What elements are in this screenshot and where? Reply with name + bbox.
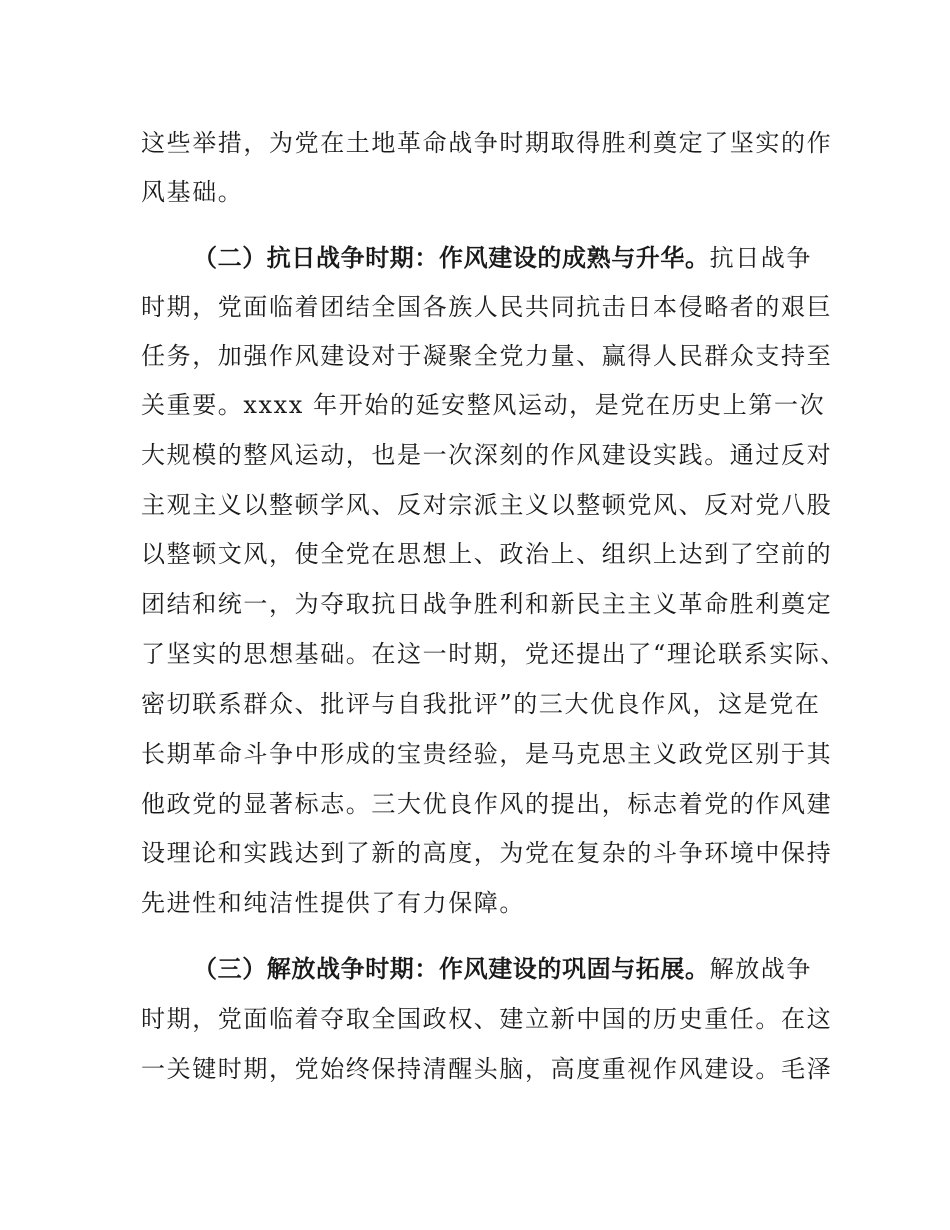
paragraph-2-line — [141, 534, 832, 574]
paragraph-2-line — [141, 634, 846, 674]
section-3-heading: （三）解放战争时期：作风建设的巩固与拓展。 — [193, 955, 710, 983]
section-2-heading: （二）抗日战争时期：作风建设的成熟与升华。 — [193, 244, 710, 272]
line-text: 解放战争 — [709, 955, 813, 983]
line-text: 关重要。xxxx 年开始的延安整风运动，是党在历史上第一次 — [141, 391, 826, 419]
line-text: 风基础。 — [141, 178, 244, 206]
paragraph-2-line — [141, 584, 832, 624]
paragraph-2-line — [141, 883, 525, 923]
line-text: 任务，加强作风建设对于凝聚全党力量、赢得人民群众支持至 — [141, 342, 833, 370]
line-text: 时期，党面临着夺取全国政权、建立新中国的历史重任。在这 — [141, 1005, 833, 1033]
paragraph-1-line-1 — [141, 123, 832, 163]
paragraph-2-line — [141, 287, 832, 327]
line-text: 先进性和纯洁性提供了有力保障。 — [141, 889, 525, 917]
line-text: 了坚实的思想基础。在这一时期，党还提出了“理论联系实际、 — [141, 640, 847, 668]
line-text: 团结和统一，为夺取抗日战争胜利和新民主主义革命胜利奠定 — [141, 590, 833, 618]
paragraph-3-line — [141, 1049, 832, 1089]
paragraph-2-line — [141, 734, 832, 774]
paragraph-2-line — [141, 336, 832, 376]
paragraph-2-line — [141, 385, 825, 425]
line-text: 密切联系群众、批评与自我批评”的三大优良作风，这是党在 — [141, 690, 821, 718]
line-text: 抗日战争 — [709, 244, 813, 272]
paragraph-2-line — [141, 833, 832, 873]
line-text: 时期，党面临着团结全国各族人民共同抗击日本侵略者的艰巨 — [141, 293, 833, 321]
line-text: 长期革命斗争中形成的宝贵经验，是马克思主义政党区别于其 — [141, 740, 833, 768]
paragraph-2-line — [141, 485, 832, 525]
section-2-heading-line — [193, 238, 812, 278]
paragraph-3-line — [141, 999, 832, 1039]
line-text: 主观主义以整顿学风、反对宗派主义以整顿党风、反对党八股 — [141, 491, 833, 519]
paragraph-1-line-2 — [141, 172, 243, 212]
line-text: 大规模的整风运动，也是一次深刻的作风建设实践。通过反对 — [141, 441, 833, 469]
line-text: 一关键时期，党始终保持清醒头脑，高度重视作风建设。毛泽 — [141, 1055, 833, 1083]
line-text: 这些举措，为党在土地革命战争时期取得胜利奠定了坚实的作 — [141, 129, 833, 157]
section-3-heading-line — [193, 949, 812, 989]
paragraph-2-line — [141, 435, 832, 475]
line-text: 他政党的显著标志。三大优良作风的提出，标志着党的作风建 — [141, 790, 833, 818]
line-text: 以整顿文风，使全党在思想上、政治上、组织上达到了空前的 — [141, 540, 833, 568]
paragraph-2-line — [141, 684, 820, 724]
line-text: 设理论和实践达到了新的高度，为党在复杂的斗争环境中保持 — [141, 839, 833, 867]
paragraph-2-line — [141, 784, 832, 824]
